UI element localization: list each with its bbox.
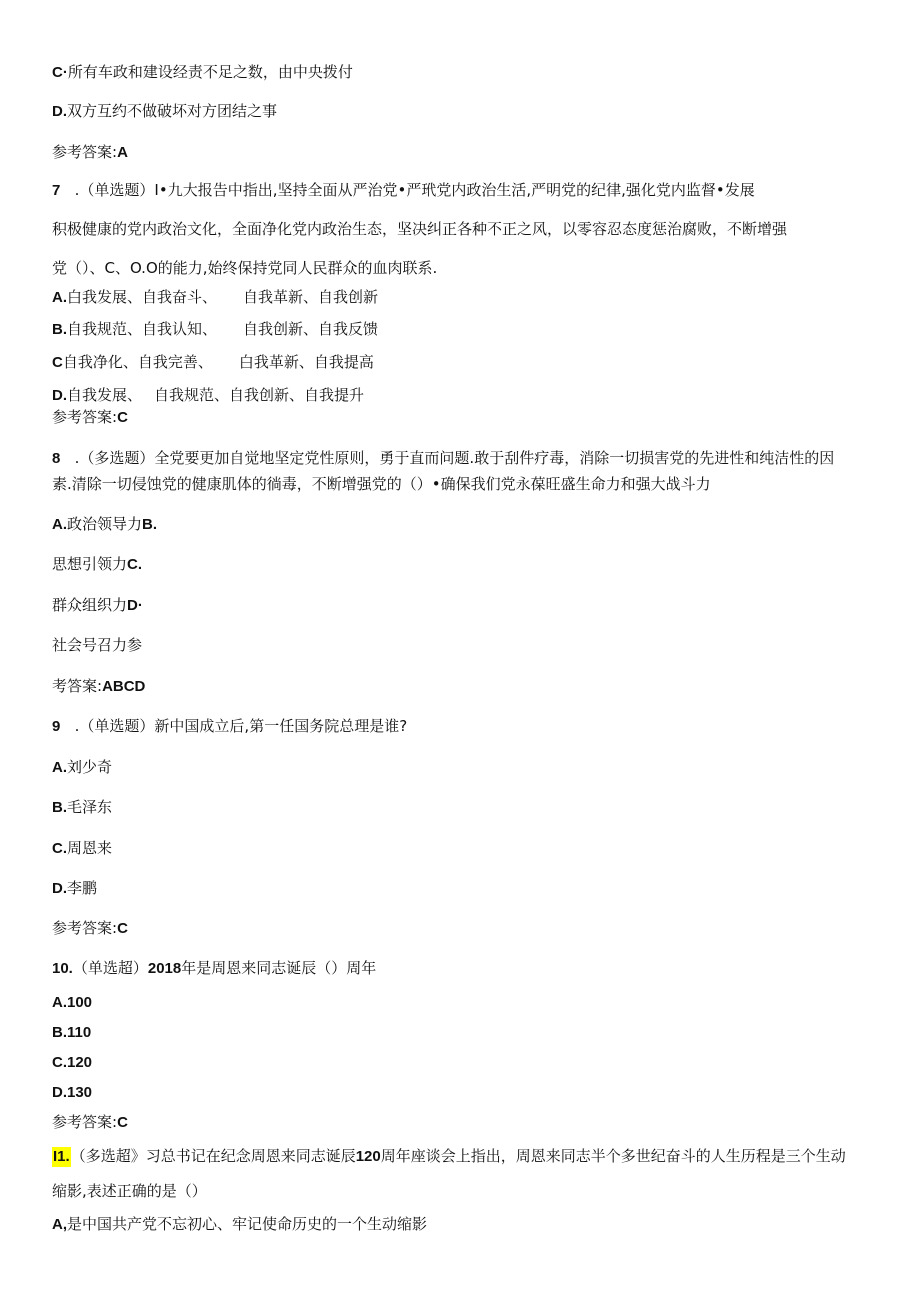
- option-text: 自我规范、自我创新、自我提升: [154, 386, 365, 404]
- option-letter: B.: [52, 1024, 67, 1041]
- q7-answer: [52, 407, 128, 428]
- q9-option-b: [52, 797, 112, 818]
- q10-stem: [52, 958, 376, 979]
- answer-value: C: [117, 920, 128, 937]
- q8-row-3: [52, 595, 143, 616]
- answer-label: 参考答案:: [52, 143, 118, 161]
- question-text: .（单选题）新中国成立后,第一任国务院总理是谁?: [74, 717, 408, 735]
- question-text: .（单选题）I•九大报告中指出,坚持全面从严治党•严玳党内政治生活,严明党的纪律,强化党内监督•发展: [74, 181, 755, 199]
- q7-stem-line-1: [52, 180, 755, 201]
- option-letter: D.: [52, 880, 67, 897]
- option-text: 周恩来: [67, 839, 113, 857]
- answer-label: 考答案:: [52, 677, 103, 695]
- option-letter: D·: [127, 597, 143, 614]
- option-text: 120: [67, 1054, 93, 1071]
- q9-option-c: [52, 838, 112, 859]
- question-text: 年是周恩来同志诞辰（）周年: [181, 959, 377, 977]
- answer-value: A: [117, 144, 128, 161]
- question-year: 2018: [147, 960, 182, 977]
- option-letter: A.: [52, 994, 67, 1011]
- q7-option-b: [52, 319, 378, 340]
- q7-option-a: [52, 287, 378, 308]
- question-number: 9: [52, 718, 61, 735]
- q9-option-a: [52, 757, 112, 778]
- answer-value: C: [117, 1114, 128, 1131]
- option-letter: C: [52, 354, 63, 371]
- question-text: （多选超》习总书记在纪念周恩来同志诞辰: [70, 1147, 356, 1165]
- option-letter: B.: [52, 799, 67, 816]
- option-text: 白我发展、自我奋斗、: [67, 288, 218, 306]
- option-text: 自我净化、自我完善、: [62, 353, 213, 371]
- option-text: 自我发展、: [67, 386, 143, 404]
- q11-option-a: [52, 1214, 427, 1235]
- option-text: 政治领导力: [67, 515, 143, 533]
- option-letter: C.: [52, 1054, 67, 1071]
- q6-option-c: [52, 62, 353, 83]
- option-text: 李鹏: [67, 879, 98, 897]
- q10-option-d: [52, 1082, 92, 1103]
- q10-answer: [52, 1112, 128, 1133]
- q8-stem-line-2: 素.清除一切侵蚀党的健康肌体的徜毒，不断增强党的（）•确保我们党永葆旺盛生命力和强大战斗力: [52, 475, 711, 493]
- question-number: 7: [52, 182, 61, 199]
- option-text: 100: [67, 994, 93, 1011]
- q8-row-2: [52, 554, 142, 575]
- answer-value: C: [117, 409, 128, 426]
- q9-stem: [52, 716, 407, 737]
- option-text: 130: [67, 1084, 93, 1101]
- option-letter: A.: [52, 516, 67, 533]
- option-letter: D.: [52, 103, 67, 120]
- q7-option-c: [52, 352, 374, 373]
- option-letter: D.: [52, 387, 67, 404]
- q7-stem-line-2: 积极健康的党内政治文化，全面净化党内政治生态，坚决纠正各种不正之风，以零容忍态度惩治腐败，不断增强: [52, 220, 788, 238]
- q7-option-d: [52, 385, 364, 406]
- question-number-highlight: I1.: [53, 1148, 70, 1165]
- q8-stem-line-1: [52, 448, 834, 469]
- question-text: .（多选题）全党要更加自觉地坚定党性原则，勇于直而问题.敢于刮件疗毒，消除一切损害党的先进性和纯洁性的因: [74, 449, 835, 467]
- option-letter: B.: [52, 321, 67, 338]
- q10-option-c: [52, 1052, 92, 1073]
- option-text: 自我规范、自我认知、: [67, 320, 218, 338]
- option-text: 社会号召力参: [52, 636, 143, 654]
- option-letter: C.: [52, 840, 67, 857]
- option-letter: D.: [52, 1084, 67, 1101]
- q9-option-d: [52, 878, 97, 899]
- q10-option-b: [52, 1022, 91, 1043]
- question-number: 10.: [52, 960, 73, 977]
- q6-option-d: [52, 101, 277, 122]
- option-text: 自我革新、自我创新: [243, 288, 379, 306]
- q11-stem-line-1: [52, 1146, 846, 1167]
- question-text: 周年座谈会上指出，周恩来同志半个多世纪奋斗的人生历程是三个生动: [380, 1147, 846, 1165]
- q8-row-1: [52, 514, 157, 535]
- answer-label: 参考答案:: [52, 919, 118, 937]
- option-text: 毛泽东: [67, 798, 113, 816]
- option-letter: B.: [142, 516, 158, 533]
- q10-option-a: [52, 992, 92, 1013]
- answer-value: ABCD: [102, 678, 146, 695]
- option-text: 所有车政和建设经责不足之数，由中央拨付: [67, 63, 353, 81]
- option-text: 是中国共产党不忘初心、牢记使命历史的一个生动缩影: [67, 1215, 428, 1233]
- option-text: 自我创新、自我反馈: [243, 320, 379, 338]
- option-letter: A.: [52, 759, 67, 776]
- q8-row-4: [52, 635, 142, 655]
- option-text: 刘少奇: [67, 758, 113, 776]
- option-text: 思想引领力: [52, 555, 128, 573]
- option-letter: C·: [52, 64, 68, 81]
- q7-stem-line-3: 党（）、C、O.O的能力,始终保持党同人民群众的血肉联系.: [52, 259, 438, 277]
- option-letter: A,: [52, 1216, 67, 1233]
- answer-label: 参考答案:: [52, 408, 118, 426]
- option-text: 双方互约不做破坏对方团结之事: [67, 102, 278, 120]
- question-text: （单选超）: [72, 959, 148, 977]
- option-text: 110: [67, 1024, 92, 1041]
- q8-answer: [52, 676, 145, 697]
- question-number: 8: [52, 450, 61, 467]
- answer-label: 参考答案:: [52, 1113, 118, 1131]
- option-text: 群众组织力: [52, 596, 128, 614]
- option-letter: A.: [52, 289, 67, 306]
- q11-stem-line-2: 缩影,表述正确的是（）: [52, 1182, 207, 1200]
- question-number-inline: 120: [355, 1148, 381, 1165]
- q6-answer: [52, 142, 128, 163]
- option-letter: C.: [127, 556, 143, 573]
- option-text: 白我革新、自我提高: [238, 353, 374, 371]
- q9-answer: [52, 918, 128, 939]
